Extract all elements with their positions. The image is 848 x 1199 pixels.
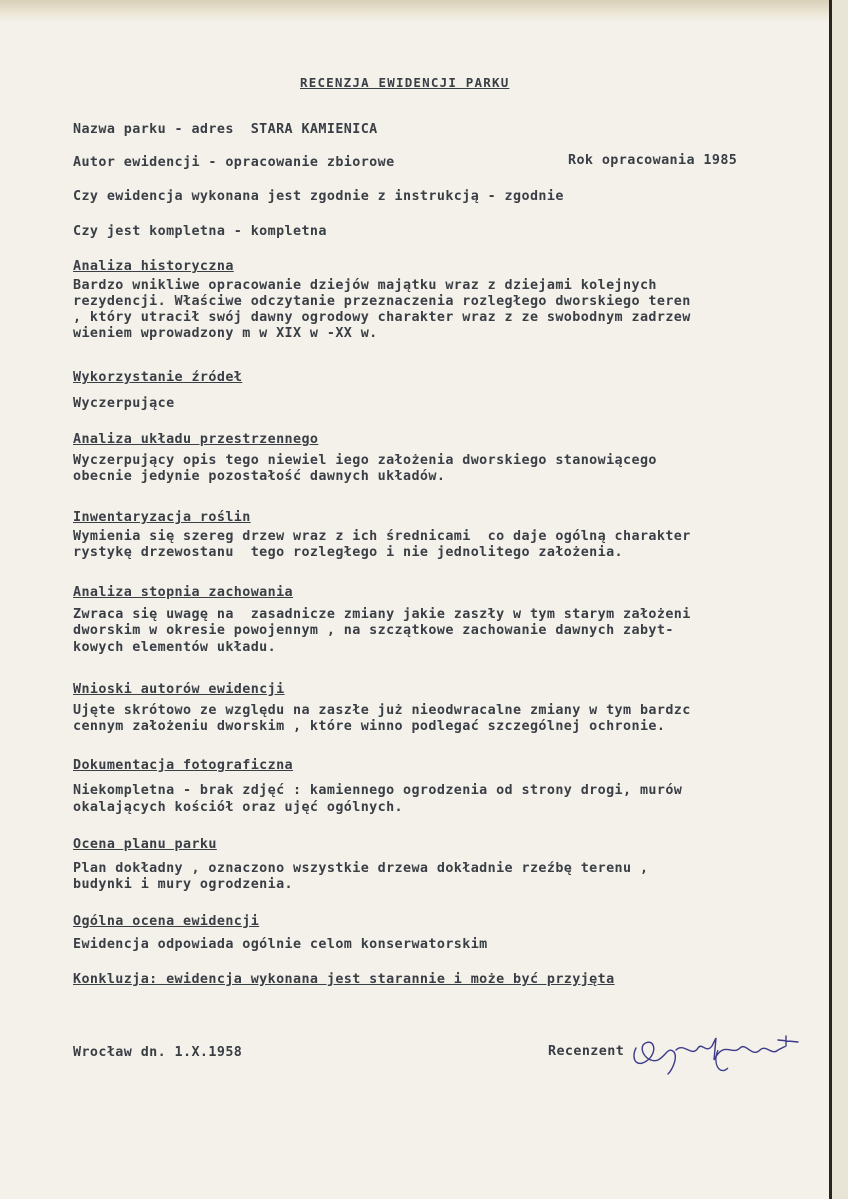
section-text-line: cennym założeniu dworskim , które winno podlegać szczególnej ochronie. [73,719,666,734]
section-text-line: Plan dokładny , oznaczono wszystkie drzewa dokładnie rzeźbę terenu , [73,861,649,876]
section-text-line: kowych elementów układu. [73,640,277,655]
reviewer-label: Recenzent [548,1044,625,1059]
section-heading: Dokumentacja fotograficzna [73,758,294,773]
underlying-sheet [832,0,848,1199]
section-heading: Analiza stopnia zachowania [73,585,294,600]
year-line: Rok opracowania 1985 [568,153,738,168]
author-line: Autor ewidencji - opracowanie zbiorowe [73,155,395,170]
section-text-line: Ujęte skrótowo ze względu na zaszłe już nieodwracalne zmiany w tym bardzc [73,703,691,718]
section-text-line: okalających kościół oraz ujęć ogólnych. [73,800,404,815]
park-name-line: Nazwa parku - adres STARA KAMIENICA [73,122,378,137]
section-text-line: Zwraca się uwagę na zasadnicze zmiany jakie zaszły w tym starym założeni [73,607,691,622]
section-text-line: rezydencji. Właściwe odczytanie przeznaczenia rozległego dworskiego teren [73,294,691,309]
completeness-line: Czy jest kompletna - kompletna [73,224,327,239]
instruction-line: Czy ewidencja wykonana jest zgodnie z instrukcją - zgodnie [73,189,564,204]
section-text-line: Niekompletna - brak zdjęć : kamiennego ogrodzenia od strony drogi, murów [73,783,683,798]
section-text-line: obecnie jedynie pozostałość dawnych układów. [73,469,446,484]
conclusion-line: Konkluzja: ewidencja wykonana jest starannie i może być przyjęta [73,972,615,987]
section-text-line: , który utracił swój dawny ogrodowy charakter wraz z ze swobodnym zadrzew [73,310,691,325]
section-heading: Analiza układu przestrzennego [73,432,319,447]
section-text-line: Wymienia się szereg drzew wraz z ich średnicami co daje ogólną charakter [73,529,691,544]
handwritten-signature [628,1030,808,1078]
paper-stain [0,0,848,22]
section-heading: Analiza historyczna [73,259,234,274]
section-text-line: budynki i mury ogrodzenia. [73,877,294,892]
section-heading: Ogólna ocena ewidencji [73,914,260,929]
section-heading: Inwentaryzacja roślin [73,510,251,525]
section-text-line: Bardzo wnikliwe opracowanie dziejów majątku wraz z dziejami kolejnych [73,278,657,293]
section-text-line: Wyczerpujące [73,396,175,411]
document-title: RECENZJA EWIDENCJI PARKU [300,75,510,90]
section-text-line: dworskim w okresie powojennym , na szczątkowe zachowanie dawnych zabyt- [73,623,674,638]
section-text-line: Wyczerpujący opis tego niewiel iego założenia dworskiego stanowiącego [73,453,657,468]
section-heading: Wnioski autorów ewidencji [73,682,285,697]
section-text-line: wieniem wprowadzony m w XIX w -XX w. [73,326,378,341]
section-text-line: rystykę drzewostanu tego rozległego i nie jednolitego założenia. [73,545,624,560]
section-heading: Ocena planu parku [73,837,217,852]
place-date: Wrocław dn. 1.X.1958 [73,1045,243,1060]
section-text-line: Ewidencja odpowiada ogólnie celom konserwatorskim [73,937,488,952]
section-heading: Wykorzystanie źródeł [73,370,243,385]
